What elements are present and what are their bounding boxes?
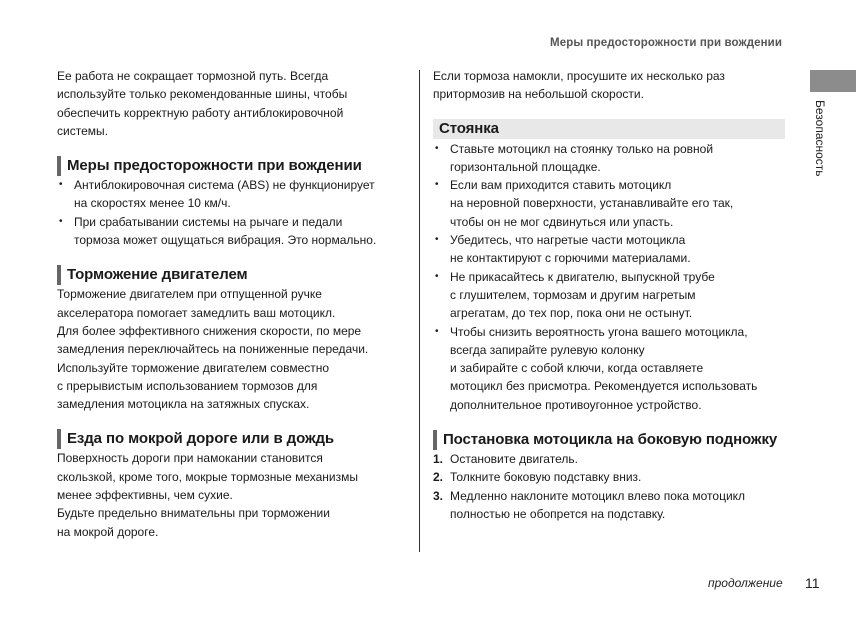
section-tab-marker bbox=[810, 70, 856, 92]
step-item bbox=[433, 487, 785, 524]
text-line: • Антиблокировочная система (ABS) не функционирует bbox=[74, 178, 375, 193]
text-line: с глушителем, тормозам и другим нагретым bbox=[450, 287, 696, 302]
text-line: системы. bbox=[57, 123, 108, 138]
text-line: тормоза может ощущаться вибрация. Это нормально. bbox=[74, 233, 377, 248]
list-item bbox=[57, 213, 409, 250]
text-line: Остановите двигатель. bbox=[450, 452, 578, 467]
text-line: Если тормоза намокли, просушите их несколько раз bbox=[433, 69, 725, 83]
running-header: Меры предосторожности при вождении bbox=[550, 37, 782, 49]
step-number: 2. bbox=[433, 470, 444, 485]
list-item bbox=[433, 140, 785, 177]
text-line: на неровной поверхности, устанавливайте его так, bbox=[450, 196, 734, 211]
text-line: Для более эффективного снижения скорости, по мере bbox=[57, 323, 362, 338]
text-line: агрегатам, до тех пор, пока они не остынут. bbox=[450, 306, 693, 321]
text-line: на мокрой дороге. bbox=[57, 524, 159, 539]
list-item bbox=[433, 268, 785, 323]
text-line: на скоростях менее 10 км/ч. bbox=[74, 196, 231, 211]
text-line: • Чтобы снизить вероятность угона вашего мотоцикла, bbox=[450, 324, 748, 339]
list-item bbox=[433, 323, 785, 414]
text-line: Ее работа не сокращает тормозной путь. Всегда bbox=[57, 69, 329, 83]
section-heading-parking: Стоянка bbox=[433, 119, 785, 139]
list-item bbox=[433, 176, 785, 231]
text-line: акселератора помогает замедлить ваш мотоцикл. bbox=[57, 305, 336, 320]
left-column bbox=[57, 67, 409, 541]
text-line: • Ставьте мотоцикл на стоянку только на ровной bbox=[450, 141, 714, 156]
text-line: и забирайте с собой ключи, когда оставляете bbox=[450, 361, 704, 376]
continued-label: продолжение bbox=[708, 576, 783, 590]
text-line: обеспечить корректную работу антиблокировочной bbox=[57, 105, 344, 120]
page-number: 11 bbox=[805, 575, 820, 591]
text-line: используйте только рекомендованные шины, чтобы bbox=[57, 87, 348, 102]
column-divider bbox=[419, 70, 420, 552]
step-number: 1. bbox=[433, 452, 444, 467]
text-line: скользкой, кроме того, мокрые тормозные механизмы bbox=[57, 469, 358, 484]
step-item bbox=[433, 450, 785, 468]
step-number: 3. bbox=[433, 488, 444, 503]
text-line: Медленно наклоните мотоцикл влево пока мотоцикл bbox=[450, 488, 746, 503]
engine-braking-text bbox=[57, 285, 409, 413]
text-line: • Не прикасайтесь к двигателю, выпускной трубе bbox=[450, 269, 715, 284]
text-line: всегда запирайте рулевую колонку bbox=[450, 342, 645, 357]
text-line: замедления переключайтесь на пониженные передачи. bbox=[57, 342, 369, 357]
text-line: • Если вам приходится ставить мотоцикл bbox=[450, 178, 672, 193]
text-line: дополнительное противоугонное устройство. bbox=[450, 397, 702, 412]
parking-list bbox=[433, 140, 785, 414]
text-line: горизонтальной площадке. bbox=[450, 159, 601, 174]
text-line: полностью не обопрется на подставку. bbox=[450, 506, 666, 521]
text-line: • При срабатывании системы на рычаге и педали bbox=[74, 214, 343, 229]
text-line: замедления мотоцикла на затяжных спусках. bbox=[57, 397, 310, 412]
wet-road-text bbox=[57, 449, 409, 540]
text-line: Толкните боковую подставку вниз. bbox=[450, 470, 642, 485]
section-heading-riding-precautions: Меры предосторожности при вождении bbox=[57, 156, 409, 176]
section-heading-side-stand: Постановка мотоцикла на боковую подножку bbox=[433, 430, 785, 450]
side-stand-steps bbox=[433, 450, 785, 523]
text-line: чтобы он не мог сдвинуться или упасть. bbox=[450, 214, 674, 229]
right-column bbox=[433, 67, 785, 523]
text-line: менее эффективны, чем сухие. bbox=[57, 488, 233, 503]
section-heading-engine-braking: Торможение двигателем bbox=[57, 265, 409, 285]
text-line: мотоцикл без присмотра. Рекомендуется использовать bbox=[450, 379, 758, 394]
list-item bbox=[433, 231, 785, 268]
riding-precautions-list bbox=[57, 176, 409, 249]
section-tab-label: Безопасность bbox=[813, 100, 827, 177]
list-item bbox=[57, 176, 409, 213]
section-heading-wet-road: Езда по мокрой дороге или в дождь bbox=[57, 429, 409, 449]
text-line: Торможение двигателем при отпущенной ручке bbox=[57, 287, 322, 302]
text-line: Используйте торможение двигателем совместно bbox=[57, 360, 330, 375]
text-line: не контактируют с горючими материалами. bbox=[450, 251, 691, 266]
text-line: • Убедитесь, что нагретые части мотоцикла bbox=[450, 233, 686, 248]
text-line: Поверхность дороги при намокании становится bbox=[57, 451, 323, 466]
text-line: с прерывистым использованием тормозов для bbox=[57, 378, 318, 393]
step-item bbox=[433, 468, 785, 486]
text-line: притормозив на небольшой скорости. bbox=[433, 87, 644, 102]
left-intro bbox=[57, 67, 409, 140]
text-line: Будьте предельно внимательны при торможении bbox=[57, 506, 330, 521]
right-intro bbox=[433, 67, 785, 104]
